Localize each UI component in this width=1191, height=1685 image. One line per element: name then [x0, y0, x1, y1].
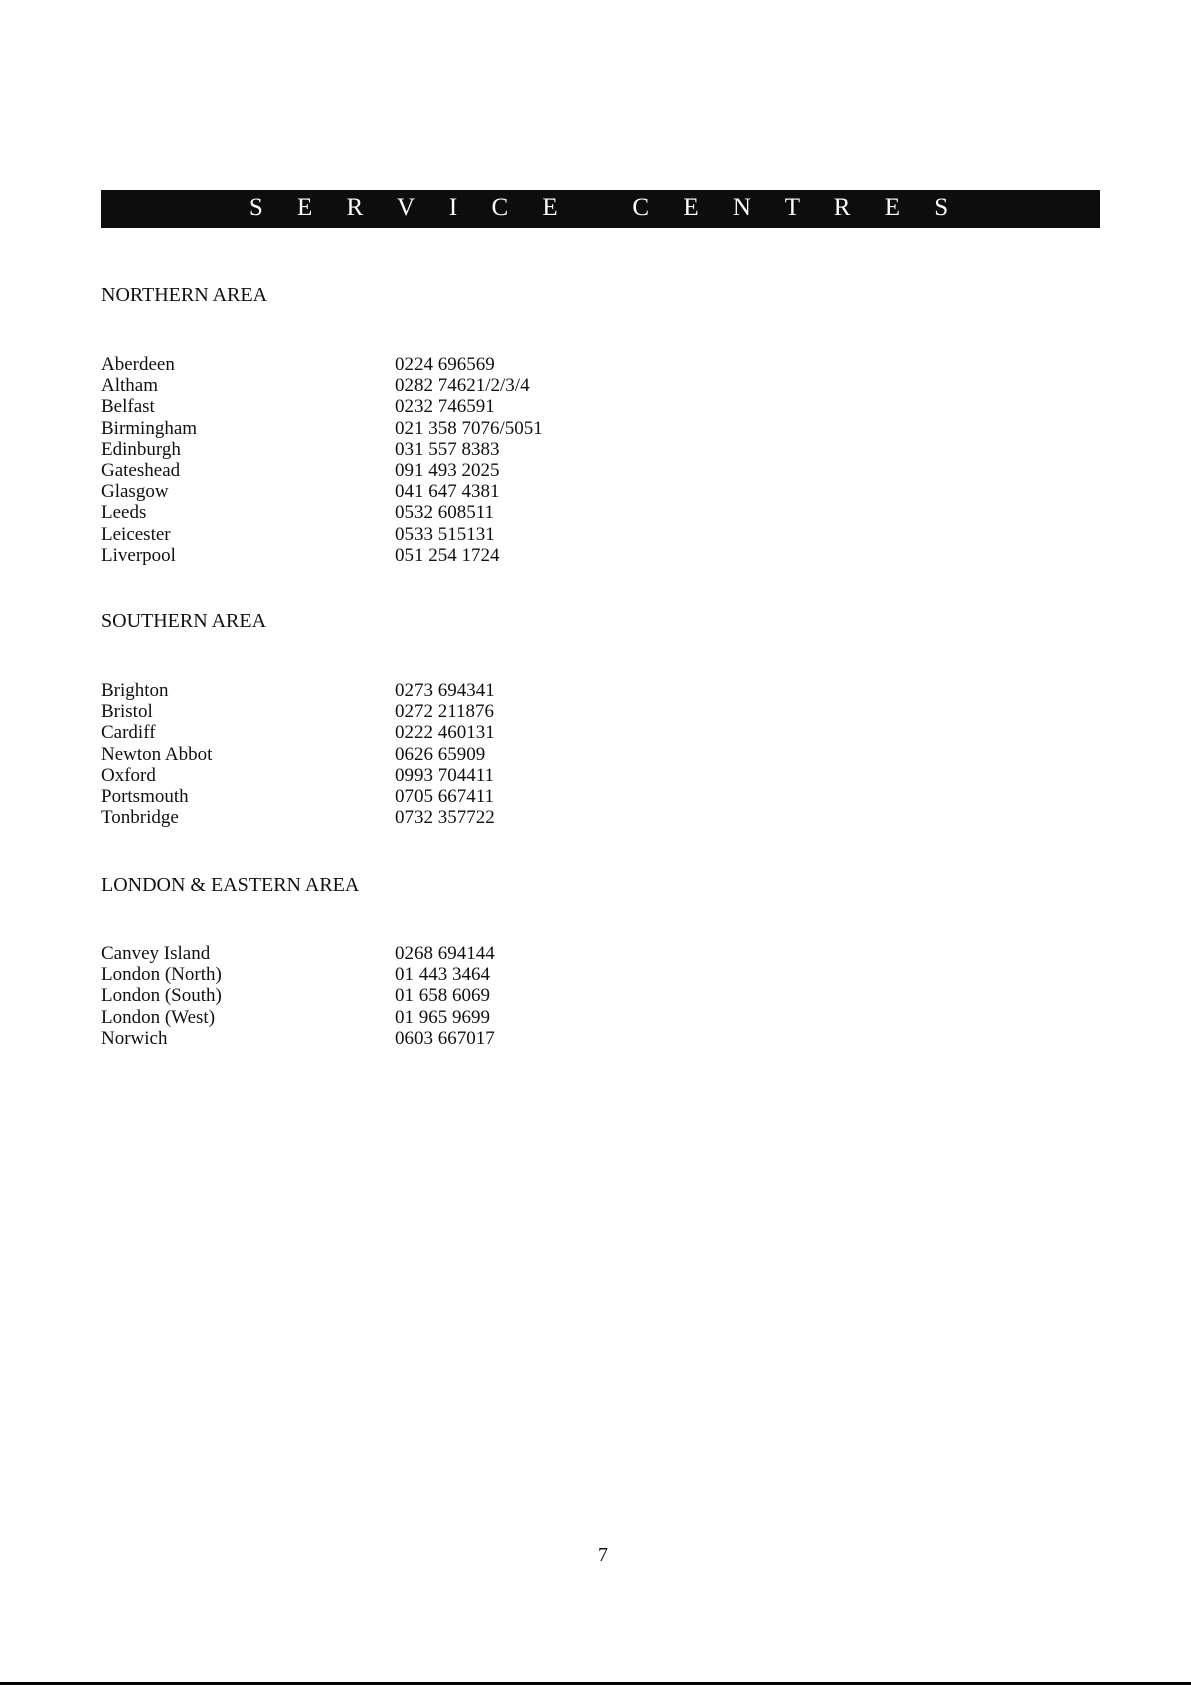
city-name: Norwich	[101, 1027, 168, 1049]
list-item	[101, 1007, 661, 1028]
phone-number: 051 254 1724	[395, 544, 500, 566]
list-item	[101, 701, 661, 722]
list-item	[101, 985, 661, 1006]
northern-area-list	[101, 354, 661, 566]
page-title: S E R V I C E C E N T R E S	[248, 194, 963, 221]
city-name: Edinburgh	[101, 438, 181, 460]
city-name: Aberdeen	[101, 354, 175, 375]
city-name: London (North)	[101, 964, 222, 986]
city-name: Oxford	[101, 764, 156, 786]
list-item	[101, 1028, 661, 1049]
list-item	[101, 722, 661, 743]
list-item	[101, 524, 661, 545]
phone-number: 0732 357722	[395, 807, 495, 829]
city-name: Newton Abbot	[101, 743, 213, 765]
phone-number: 0222 460131	[395, 722, 495, 744]
list-item	[101, 396, 661, 417]
list-item	[101, 943, 661, 964]
phone-number: 0282 74621/2/3/4	[395, 375, 530, 397]
list-item	[101, 354, 661, 375]
phone-number: 0272 211876	[395, 701, 495, 723]
list-item	[101, 786, 661, 807]
section-heading-southern: SOUTHERN AREA	[101, 610, 267, 632]
list-item	[101, 439, 661, 460]
city-name: Tonbridge	[101, 807, 179, 829]
phone-number: 0273 694341	[395, 680, 495, 701]
list-item	[101, 545, 661, 566]
list-item	[101, 744, 661, 765]
page-number: 7	[598, 1544, 608, 1566]
list-item	[101, 460, 661, 481]
title-bar	[101, 190, 1100, 228]
city-name: Cardiff	[101, 722, 156, 744]
city-name: Canvey Island	[101, 943, 211, 964]
city-name: Portsmouth	[101, 785, 189, 807]
list-item	[101, 807, 661, 828]
list-item	[101, 481, 661, 502]
phone-number: 01 658 6069	[395, 985, 490, 1007]
list-item	[101, 765, 661, 786]
city-name: Gateshead	[101, 459, 181, 481]
list-item	[101, 964, 661, 985]
city-name: London (West)	[101, 1006, 216, 1028]
phone-number: 0705 667411	[395, 785, 495, 807]
phone-number: 0532 608511	[395, 502, 495, 524]
phone-number: 01 965 9699	[395, 1006, 490, 1028]
phone-number: 031 557 8383	[395, 438, 500, 460]
city-name: Glasgow	[101, 481, 169, 503]
city-name: Belfast	[101, 396, 155, 418]
phone-number: 01 443 3464	[395, 964, 490, 986]
section-heading-london-eastern: LONDON & EASTERN AREA	[101, 874, 360, 896]
phone-number: 021 358 7076/5051	[395, 417, 543, 439]
list-item	[101, 502, 661, 523]
city-name: London (South)	[101, 985, 222, 1007]
phone-number: 0232 746591	[395, 396, 495, 418]
city-name: Leeds	[101, 502, 147, 524]
section-heading-northern: NORTHERN AREA	[101, 284, 268, 306]
phone-number: 0626 65909	[395, 743, 486, 765]
city-name: Brighton	[101, 680, 169, 701]
phone-number: 0993 704411	[395, 764, 495, 786]
city-name: Altham	[101, 375, 158, 397]
city-name: Liverpool	[101, 544, 176, 566]
city-name: Leicester	[101, 523, 171, 545]
phone-number: 0268 694144	[395, 943, 495, 964]
list-item	[101, 375, 661, 396]
southern-area-list	[101, 680, 661, 828]
phone-number: 0603 667017	[395, 1027, 495, 1049]
phone-number: 0224 696569	[395, 354, 495, 375]
list-item	[101, 680, 661, 701]
london-eastern-area-list	[101, 943, 661, 1049]
phone-number: 041 647 4381	[395, 481, 500, 503]
city-name: Birmingham	[101, 417, 198, 439]
phone-number: 091 493 2025	[395, 459, 500, 481]
list-item	[101, 418, 661, 439]
city-name: Bristol	[101, 701, 153, 723]
phone-number: 0533 515131	[395, 523, 495, 545]
